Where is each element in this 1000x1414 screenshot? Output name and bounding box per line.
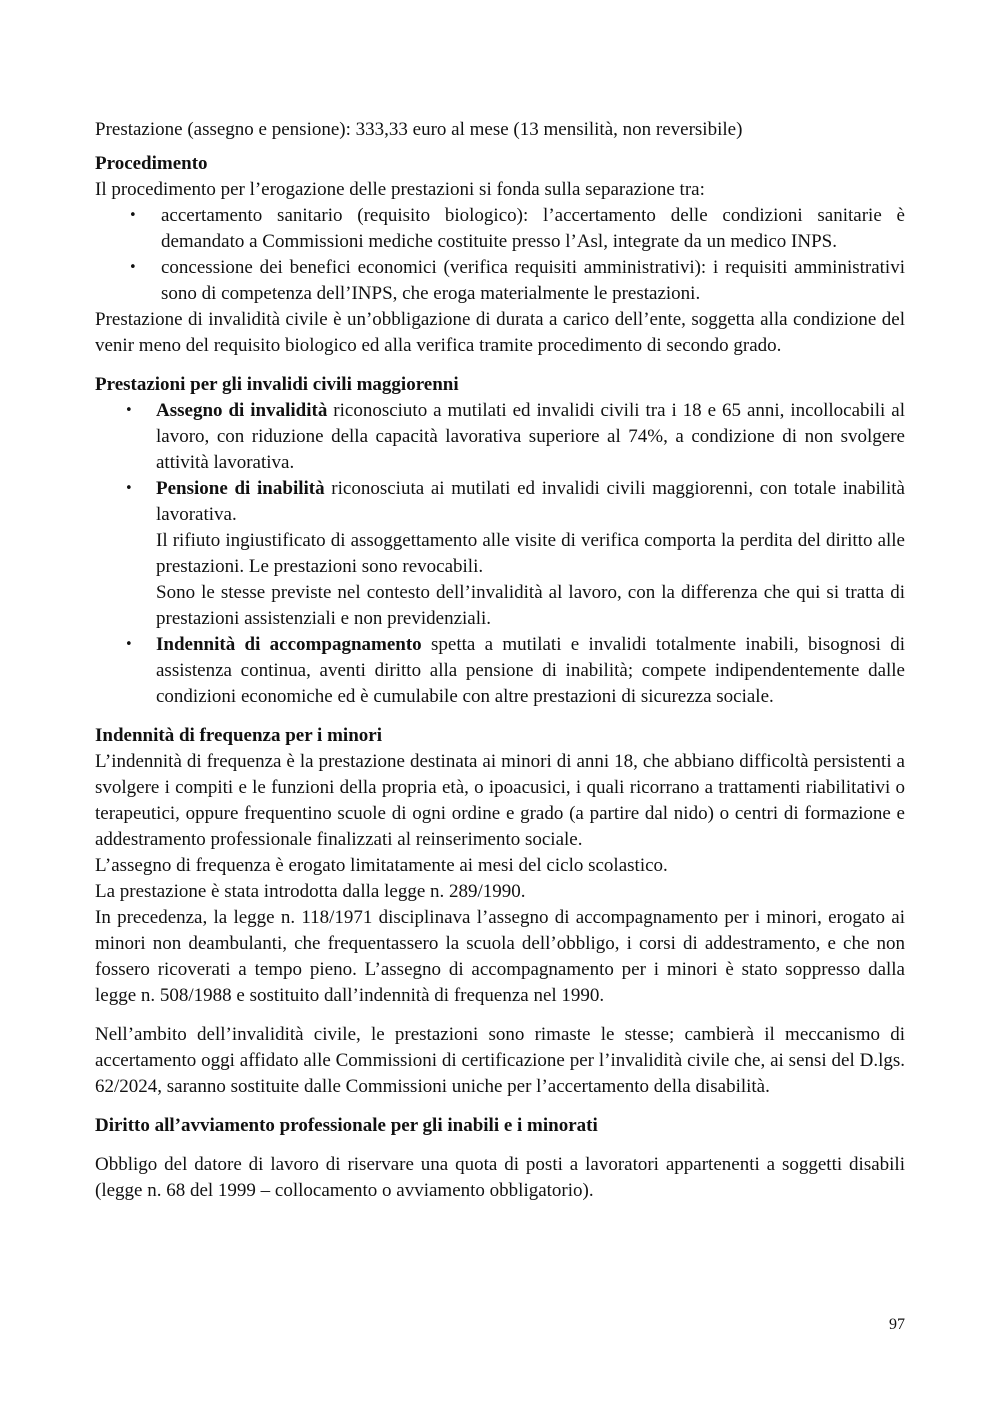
pensione-inabilita-label: Pensione di inabilità [156,478,325,499]
list-item-text: concessione dei benefici economici (verifica requisiti amministrativi): i requisiti amministrativi sono di competenza dell’INPS, che eroga materialmente le prestazioni. [161,257,905,304]
maggiorenni-heading: Prestazioni per gli invalidi civili maggiorenni [95,374,459,395]
indennita-accompagnamento-label: Indennità di accompagnamento [156,634,422,655]
procedimento-list [95,203,905,307]
bullet-icon: • [125,481,133,496]
bullet-icon: • [125,637,133,652]
procedimento-closing: Prestazione di invalidità civile è un’obbligazione di durata a carico dell’ente, soggetta alla condizione del venir meno del requisito biologico ed alla verifica tramite procedimento di secondo grado. [95,309,905,356]
list-item [95,203,905,255]
list-item [95,476,905,632]
ambito-paragraph: Nell’ambito dell’invalidità civile, le prestazioni sono rimaste le stesse; cambierà il meccanismo di accertamento oggi affidato alle Commissioni di certificazione per l’invalidità civile che, ai sensi del D.lgs. 62/2024, saranno sostituite dalle Commissioni uniche per l’accertamento della disabilità. [95,1024,905,1097]
intro-paragraph: Prestazione (assegno e pensione): 333,33 euro al mese (13 mensilità, non reversibile) [95,119,743,140]
list-item-extra: Il rifiuto ingiustificato di assoggettamento alle visite di verifica comporta la perdita del diritto alle prestazioni. Le prestazioni sono revocabili. [156,530,905,577]
document-page [95,117,905,1204]
maggiorenni-list [95,398,905,710]
avviamento-heading: Diritto all’avviamento professionale per gli inabili e i minorati [95,1115,598,1136]
list-item-text: accertamento sanitario (requisito biologico): l’accertamento delle condizioni sanitarie è demandato a Commissioni mediche costituite presso l’Asl, integrate da un medico INPS. [161,205,905,252]
procedimento-intro: Il procedimento per l’erogazione delle prestazioni si fonda sulla separazione tra: [95,179,705,200]
bullet-icon: • [129,208,137,223]
avviamento-paragraph: Obbligo del datore di lavoro di riservare una quota di posti a lavoratori appartenenti a soggetti disabili (legge n. 68 del 1999 – collocamento o avviamento obbligatorio). [95,1154,905,1201]
list-item [95,398,905,476]
frequenza-paragraph: L’indennità di frequenza è la prestazione destinata ai minori di anni 18, che abbiano difficoltà persistenti a svolgere i compiti e le funzioni della propria età, o ipoacusici, i quali ricorrano a trattamenti riabilitativi o terapeutici, oppure frequentino scuole di ogni ordine e grado (a partire dal nido) o centri di formazione e addestramento professionale finalizzati al reinserimento sociale. [95,751,905,850]
bullet-icon: • [129,260,137,275]
procedimento-heading: Procedimento [95,153,208,174]
list-item-text: riconosciuta ai mutilati ed invalidi civili maggiorenni, con totale inabilità lavorativa. [156,478,905,525]
list-item [95,255,905,307]
frequenza-paragraph: L’assegno di frequenza è erogato limitatamente ai mesi del ciclo scolastico. [95,855,668,876]
list-item-text: spetta a mutilati e invalidi totalmente inabili, bisognosi di assistenza continua, aventi diritto alla pensione di inabilità; compete indipendentemente dalle condizioni economiche ed è cumulabile con altre prestazioni di sicurezza sociale. [156,634,905,707]
list-item-text: riconosciuto a mutilati ed invalidi civili tra i 18 e 65 anni, incollocabili al lavoro, con riduzione della capacità lavorativa superiore al 74%, a condizione di non svolgere attività lavorativa. [156,400,905,473]
list-item [95,632,905,710]
list-item-extra: Sono le stesse previste nel contesto dell’invalidità al lavoro, con la differenza che qui si tratta di prestazioni assistenziali e non previdenziali. [156,582,905,629]
bullet-icon: • [125,403,133,418]
assegno-invalidita-label: Assegno di invalidità [156,400,328,421]
page-number: 97 [889,1316,905,1333]
frequenza-heading: Indennità di frequenza per i minori [95,725,382,746]
frequenza-paragraph: La prestazione è stata introdotta dalla legge n. 289/1990. [95,881,526,902]
frequenza-paragraph: In precedenza, la legge n. 118/1971 disciplinava l’assegno di accompagnamento per i minori, erogato ai minori non deambulanti, che frequentassero la scuola dell’obbligo, i corsi di addestramento, e che non fossero ricoverati a tempo pieno. L’assegno di accompagnamento per i minori è stato soppresso dalla legge n. 508/1988 e sostituito dall’indennità di frequenza nel 1990. [95,907,905,1006]
